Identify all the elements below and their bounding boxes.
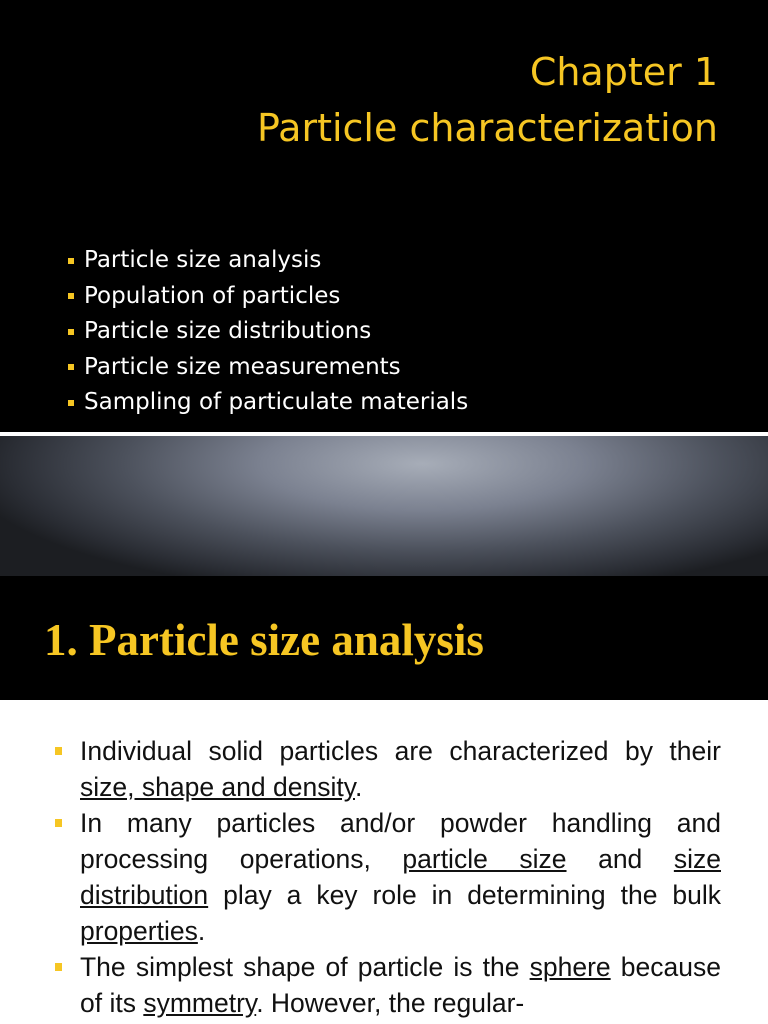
slide-chapter-1 (0, 0, 768, 432)
slide-particle-size-analysis (0, 436, 768, 700)
text-run: The simplest shape of particle is the (80, 952, 530, 982)
slide-body (0, 700, 768, 1024)
text-run: . However, the regular- (256, 988, 525, 1018)
text-run: . (197, 916, 206, 946)
list-item (68, 385, 468, 421)
text-run: play a key role in determining the bulk (208, 880, 721, 910)
slide-header-gradient (0, 436, 768, 576)
list-item (68, 279, 468, 315)
list-item (68, 243, 468, 279)
bullet-square-icon (68, 293, 74, 299)
text-run: . (355, 772, 363, 802)
title-line-chapter: Chapter 1 (529, 50, 718, 94)
body-bullet-list (53, 733, 721, 1021)
list-item (53, 805, 721, 949)
list-item (68, 350, 468, 386)
bullet-square-icon (55, 747, 62, 755)
underlined-term: size, shape and density (80, 772, 355, 802)
title-line-topic: Particle characterization (256, 106, 718, 150)
bullet-text: Particle size analysis (84, 247, 322, 273)
bullet-square-icon (68, 364, 74, 370)
underlined-term: particle size (402, 844, 567, 874)
topic-bullet-list (68, 243, 468, 421)
underlined-term: symmetry (143, 988, 257, 1018)
list-item (68, 314, 468, 350)
bullet-square-icon (55, 819, 62, 827)
bullet-square-icon (68, 258, 74, 264)
text-run: and (566, 844, 674, 874)
bullet-square-icon (55, 963, 62, 971)
slide-heading: 1. Particle size analysis (44, 615, 484, 665)
text-run: Individual solid particles are characterized by their (80, 736, 721, 766)
bullet-square-icon (68, 329, 74, 335)
underlined-term: sphere (529, 952, 611, 982)
slide-title (257, 44, 718, 156)
bullet-text: Particle size distributions (84, 318, 372, 344)
list-item (53, 949, 721, 1021)
text-run: In many particles and/or powder handling and processing operations, (80, 808, 721, 874)
bullet-square-icon (68, 400, 74, 406)
bullet-text: Population of particles (84, 282, 341, 309)
bullet-text: Particle size measurements (84, 353, 401, 380)
underlined-term: size distribution (80, 844, 721, 910)
list-item (53, 733, 721, 805)
bullet-text: Sampling of particulate materials (84, 389, 469, 415)
text-run: because of its (80, 952, 721, 1018)
underlined-term: properties (80, 916, 198, 946)
